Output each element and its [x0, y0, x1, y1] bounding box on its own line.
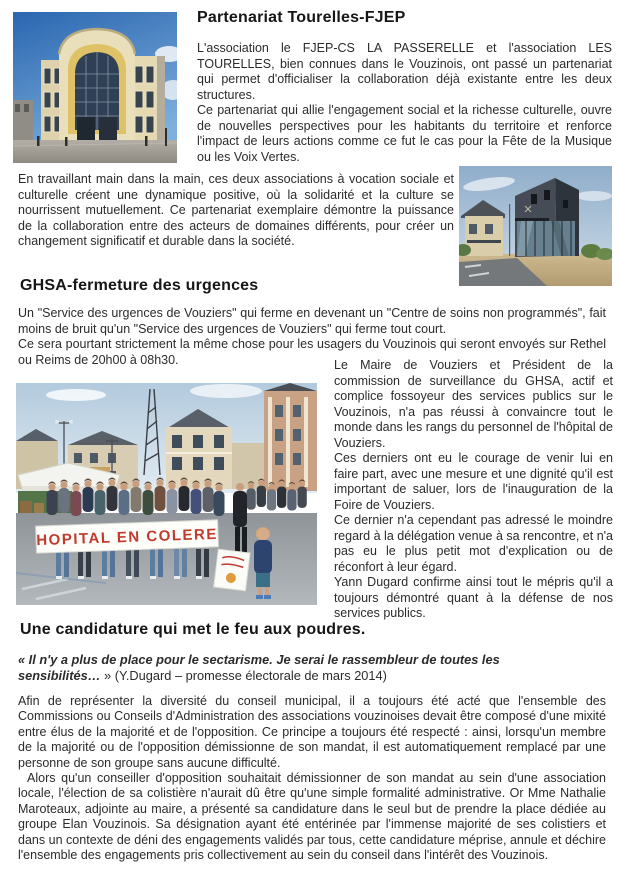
quote-attribution: » (Y.Dugard – promesse électorale de mars 2014) [100, 668, 387, 683]
partenariat-paragraph-2: Ce partenariat qui allie l'engagement social et la richesse culturelle, ouvre de nouvelles perspectives pour les habitants du territoire et renforce l'impact de leurs actions comme ce fut le cas pour la Fête de la Musique ou les Voix Vertes. [197, 103, 612, 164]
article-title-partenariat: Partenariat Tourelles-FJEP [197, 9, 406, 26]
ghsa-column-paragraph-2: Ces derniers ont eu le courage de venir lui en faire part, avec une mesure et une dignité qu'il est important de saluer, lors de l'inauguration de la Foire de Vouziers. [334, 451, 613, 512]
protest-photo [16, 383, 317, 605]
modern-building-photo [459, 166, 612, 286]
candidature-paragraph-1: Afin de représenter la diversité du conseil municipal, il a toujours été acté que l'ensemble des Commissions ou Conseils d'Administration des associations vouzinoises devait être composé d'une mixité entre élus de la majorité et de l'opposition. Ce principe a toujours été respecté : ainsi, lorsqu'un membre de la majorité ou de l'opposition démissionne de son mandat, il est automatiquement remplacé par une personne de son groupe sans aucune difficulté. [18, 694, 606, 770]
partenariat-paragraph-3: En travaillant main dans la main, ces deux associations à vocation sociale et culturelle créent une dynamique positive, où la solidarité et la culture se nourrissent mutuellement. Ce partenariat exemplaire démontre la puissance de la collaboration entre des acteurs de domaines différents, pour créer un changement significatif et durable dans la société. [18, 172, 454, 248]
candidature-body-block [18, 694, 606, 863]
modern-building-illustration [459, 166, 612, 286]
partenariat-paragraph-1: L'association le FJEP-CS LA PASSERELLE et l'association LES TOURELLES, bien connues dans le Vouzinois, ont passé un partenariat qui permet d'officialiser la collaboration déjà existante entre les deux structures. [197, 41, 612, 102]
ghsa-column-paragraph-4: Yann Dugard confirme ainsi tout le mépris qu'il a toujours démontré quant à la défense de nos services publics. [334, 575, 613, 620]
partenariat-body-block [18, 172, 454, 250]
tourelles-building-illustration [13, 12, 177, 163]
ghsa-paragraph-1: Un "Service des urgences de Vouziers" qui ferme en devenant un "Centre de soins non programmés", fait moins de bruit qu'un "Service des urgences de Vouziers" qui ferme tout court. [18, 306, 606, 336]
ghsa-column-paragraph-1: Le Maire de Vouziers et Président de la commission de surveillance du GHSA, actif et complice fossoyeur des services publics sur le Vouzinois, n'a pas réussi à convaincre tout le monde dans les rangs du personnel de l'hôpital de Vouziers. [334, 358, 613, 450]
banner-text: HOPITAL EN COLERE [36, 525, 219, 550]
ghsa-column-paragraph-3: Ce dernier n'a cependant pas adressé le moindre regard à la délégation venue à sa rencontre, et n'a pas eu le plus petit mot d'explication ou de réconfort à leur égard. [334, 513, 613, 574]
quote-text: « Il n'y a plus de place pour le sectarisme. Je serai le rassembleur de toutes les sensibilités… [18, 652, 500, 683]
election-quote [18, 652, 578, 684]
article-title-candidature: Une candidature qui met le feu aux poudres. [20, 621, 366, 638]
candidature-paragraph-2: Alors qu'un conseiller d'opposition souhaitait démissionner de son mandat au sein d'une association locale, l'élection de sa colistière n'aurait dû être qu'une simple formalité administrative. Or Mme Nathalie Maroteaux, adjointe au maire, a présenté sa candidature dans le seul but de prendre la place dédiée au groupe Elan Vouzinois. Sa désignation ayant été entérinée par l'immense majorité de ses colistiers et dans un contexte de déni des engagements validés par tous, cette candidature méprise, annule et déchire l'ensemble des engagements pris collectivement au sein du conseil dans l'intérêt des Vouzinois. [18, 771, 606, 863]
ghsa-column-block [334, 358, 613, 622]
protest-illustration [16, 383, 317, 605]
partenariat-intro-block [197, 41, 612, 165]
article-title-ghsa: GHSA-fermeture des urgences [20, 277, 259, 294]
tourelles-building-photo [13, 12, 177, 163]
ghsa-paragraph-2: Ce sera pourtant strictement la même chose pour les usagers du Vouzinois qui seront envoyés sur Rethel ou Reims de 20h00 à 08h30. [18, 337, 606, 367]
